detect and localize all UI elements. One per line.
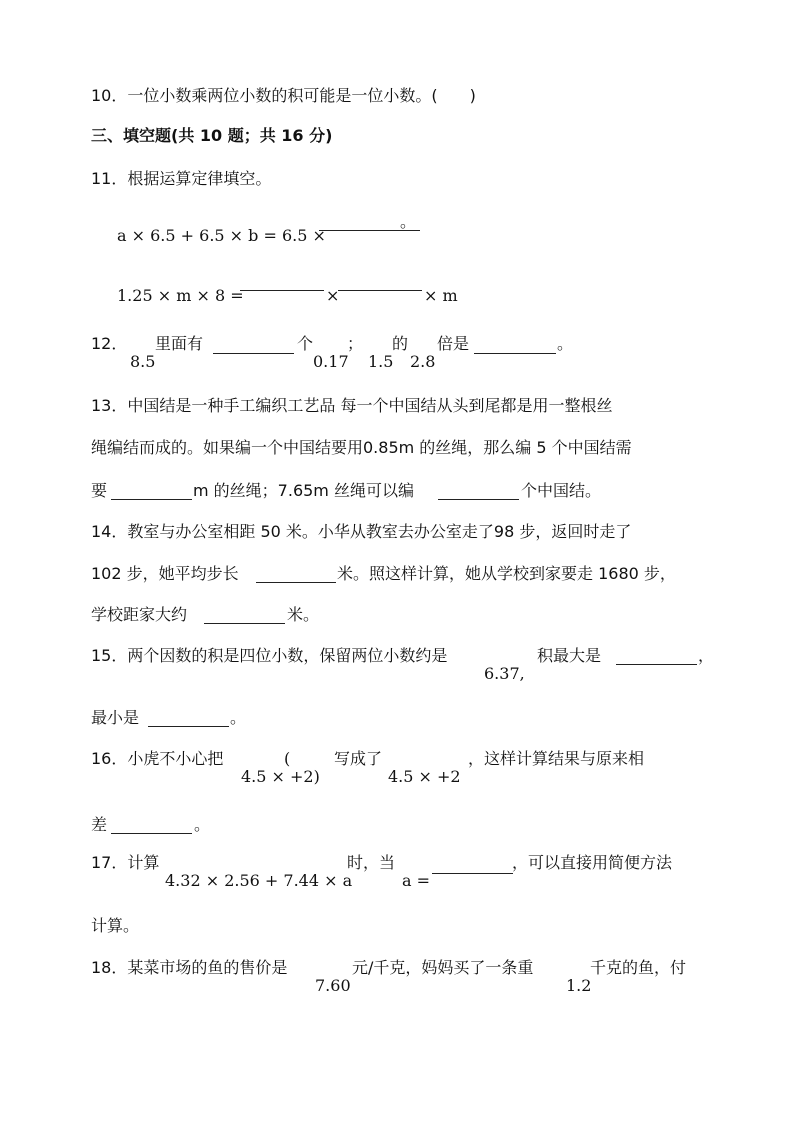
math-value: 6.37, xyxy=(484,664,525,683)
question-14-line-1: 14．教室与办公室相距 50 米。小华从教室去办公室走了98 步，返回时走了 xyxy=(91,522,632,541)
question-16-text: 16．小虎不小心把 xyxy=(91,749,224,768)
question-17-text: 时，当 xyxy=(347,853,396,872)
question-17-text: 计算。 xyxy=(91,916,140,935)
question-12-text: ； xyxy=(347,334,364,353)
question-16-text: 写成了 xyxy=(334,749,383,768)
answer-blank[interactable] xyxy=(213,353,294,354)
question-15-text: 最小是 xyxy=(91,708,140,727)
question-12-text: 里面有 xyxy=(155,334,204,353)
answer-blank[interactable] xyxy=(474,353,556,354)
answer-blank[interactable] xyxy=(438,499,519,500)
question-12-text: 倍是 xyxy=(437,334,470,353)
answer-blank[interactable] xyxy=(338,290,422,291)
answer-blank[interactable] xyxy=(111,499,192,500)
question-12-text: 。 xyxy=(557,334,574,353)
question-18-text: 千克的鱼，付 xyxy=(590,958,687,977)
answer-blank[interactable] xyxy=(240,290,324,291)
question-12-number: 12． xyxy=(91,334,128,353)
question-15-text: ， xyxy=(698,646,715,665)
question-13-text: 要 xyxy=(91,481,108,500)
answer-blank[interactable] xyxy=(111,833,192,834)
math-value: 0.17 xyxy=(313,352,349,371)
question-17-text: ，可以直接用简便方法 xyxy=(512,853,673,872)
question-11-stem: 11．根据运算定律填空。 xyxy=(91,169,272,188)
question-16-text: 差 xyxy=(91,815,108,834)
question-10: 10．一位小数乘两位小数的积可能是一位小数。( ) xyxy=(91,86,476,105)
math-expression: a = xyxy=(402,871,431,890)
question-13-line-2: 绳编结而成的。如果编一个中国结要用0.85m 的丝绳，那么编 5 个中国结需 xyxy=(91,438,632,457)
question-18-text: 18．某菜市场的鱼的售价是 xyxy=(91,958,288,977)
math-value: 1.5 xyxy=(368,352,394,371)
answer-blank[interactable] xyxy=(432,873,513,874)
question-11-equation-1: a × 6.5 + 6.5 × b = 6.5 × xyxy=(117,226,326,245)
question-18-text: 元/千克，妈妈买了一条重 xyxy=(352,958,534,977)
question-17-text: 17．计算 xyxy=(91,853,160,872)
question-11-equation-2: 1.25 × m × 8 = xyxy=(117,286,244,305)
answer-blank[interactable] xyxy=(204,623,285,624)
question-15-text: 。 xyxy=(230,708,247,727)
question-13-line-1: 13．中国结是一种手工编织工艺品 每一个中国结从头到尾都是用一整根丝 xyxy=(91,396,613,415)
question-14-text: 米。 xyxy=(287,605,320,624)
math-value: 8.5 xyxy=(130,352,156,371)
question-12-text: 个 xyxy=(297,334,314,353)
question-11-eq1-end: 。 xyxy=(400,212,417,231)
question-13-text: 个中国结。 xyxy=(521,481,602,500)
question-12-text: 的 xyxy=(392,334,409,353)
question-15-text: 积最大是 xyxy=(537,646,602,665)
answer-blank[interactable] xyxy=(148,726,229,727)
section-heading: 三、填空题(共 10 题；共 16 分) xyxy=(91,126,333,145)
question-14-text: 米。照这样计算，她从学校到家要走 1680 步， xyxy=(337,564,676,583)
question-16-text: 。 xyxy=(194,815,211,834)
answer-blank[interactable] xyxy=(616,664,697,665)
question-13-text: m 的丝绳；7.65m 丝绳可以编 xyxy=(193,481,414,500)
answer-blank[interactable] xyxy=(256,582,336,583)
question-14-text: 102 步，她平均步长 xyxy=(91,564,239,583)
math-expression: 4.32 × 2.56 + 7.44 × a xyxy=(165,871,353,890)
question-11-eq2-end: × m xyxy=(424,286,458,305)
question-16-text: ，这样计算结果与原来相 xyxy=(468,749,645,768)
math-value: 2.8 xyxy=(410,352,436,371)
math-expression: 4.5 × +2 xyxy=(388,767,461,786)
math-paren: ( xyxy=(284,749,291,768)
question-15-text: 15．两个因数的积是四位小数，保留两位小数约是 xyxy=(91,646,448,665)
math-expression: 4.5 × +2) xyxy=(241,767,320,786)
times-sign: × xyxy=(326,286,340,305)
math-value: 1.2 xyxy=(566,976,592,995)
question-14-text: 学校距家大约 xyxy=(91,605,188,624)
math-value: 7.60 xyxy=(315,976,351,995)
